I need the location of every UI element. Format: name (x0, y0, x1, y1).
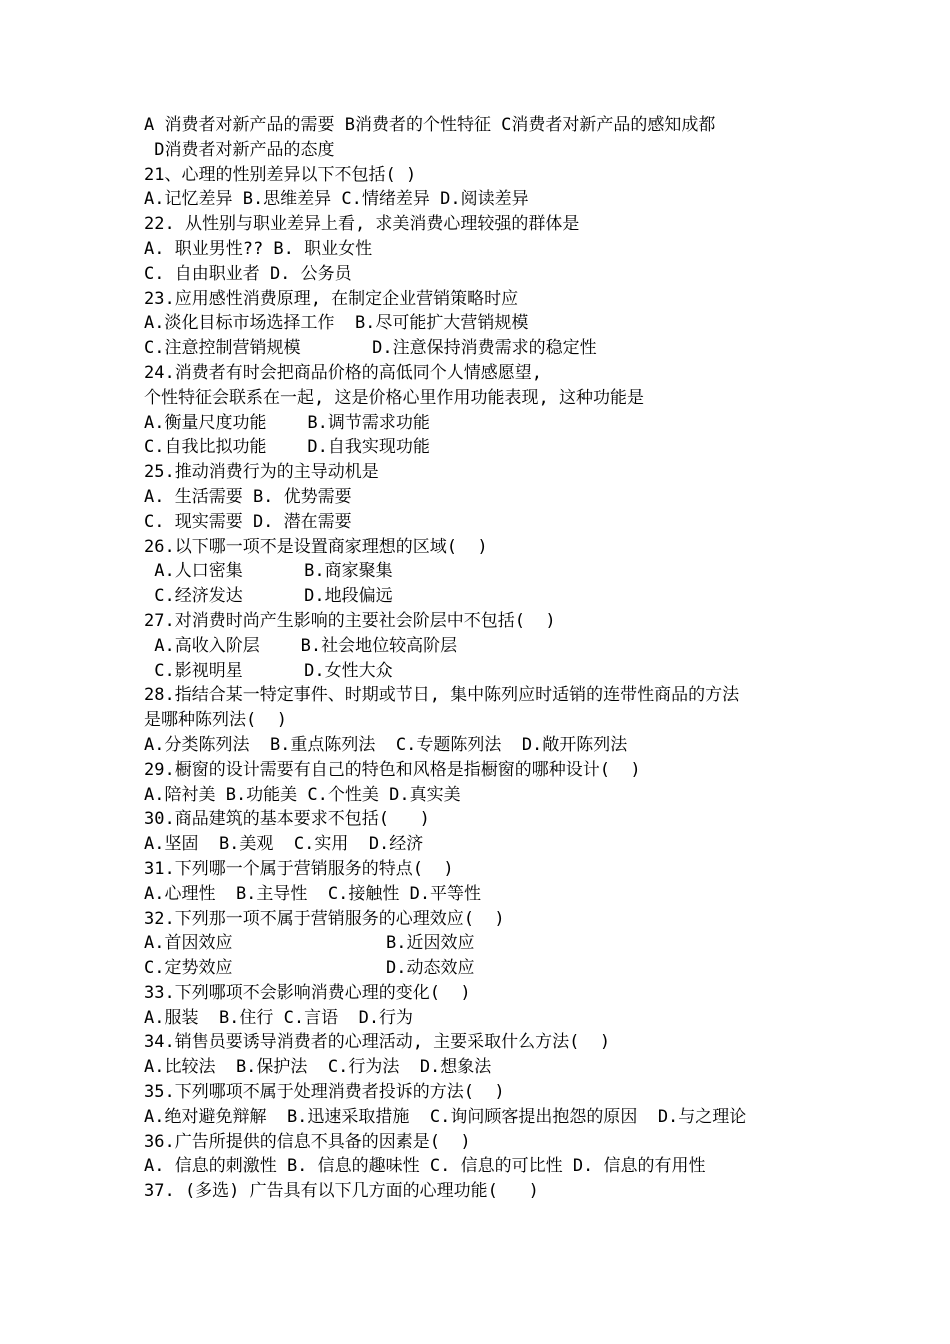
options-27: A.高收入阶层 B.社会地位较高阶层 (144, 635, 458, 656)
question-25: 25.推动消费行为的主导动机是 (144, 462, 379, 483)
question-24: 24.消费者有时会把商品价格的高低同个人情感愿望, (144, 362, 542, 383)
question-35: 35.下列哪项不属于处理消费者投诉的方法( ) (144, 1082, 505, 1103)
question-31: 31.下列哪一个属于营销服务的特点( ) (144, 858, 454, 879)
options-30: A.坚固 B.美观 C.实用 D.经济 (144, 834, 424, 855)
options-35: A.绝对避免辩解 B.迅速采取措施 C.询问顾客提出抱怨的原因 D.与之理论 (144, 1106, 747, 1127)
text-line: D消费者对新产品的态度 (144, 139, 335, 160)
text-line: A 消费者对新产品的需要 B消费者的个性特征 C消费者对新产品的感知成都 (144, 115, 716, 135)
options-22: C. 自由职业者 D. 公务员 (144, 263, 352, 284)
options-23: A.淡化目标市场选择工作 B.尽可能扩大营销规模 (144, 313, 529, 334)
options-33: A.服装 B.住行 C.言语 D.行为 (144, 1007, 414, 1028)
options-31: A.心理性 B.主导性 C.接触性 D.平等性 (144, 883, 482, 904)
question-27: 27.对消费时尚产生影响的主要社会阶层中不包括( ) (144, 610, 556, 631)
question-28: 是哪种陈列法( ) (144, 710, 287, 731)
question-21: 21、心理的性别差异以下不包括( ) (144, 164, 417, 185)
options-26: A.人口密集 B.商家聚集 (144, 561, 393, 582)
options-22: A. 职业男性?? B. 职业女性 (144, 238, 373, 259)
question-36: 36.广告所提供的信息不具备的因素是( ) (144, 1131, 471, 1152)
options-23: C.注意控制营销规模 D.注意保持消费需求的稳定性 (144, 338, 597, 359)
options-21: A.记忆差异 B.思维差异 C.情绪差异 D.阅读差异 (144, 189, 529, 210)
question-28: 28.指结合某一特定事件、时期或节日, 集中陈列应时适销的连带性商品的方法 (144, 685, 740, 706)
question-29: 29.橱窗的设计需要有自己的特色和风格是指橱窗的哪种设计( ) (144, 759, 641, 780)
question-32: 32.下列那一项不属于营销服务的心理效应( ) (144, 908, 505, 929)
question-24: 个性特征会联系在一起, 这是价格心里作用功能表现, 这种功能是 (144, 387, 644, 408)
question-23: 23.应用感性消费原理, 在制定企业营销策略时应 (144, 288, 519, 309)
options-28: A.分类陈列法 B.重点陈列法 C.专题陈列法 D.敞开陈列法 (144, 734, 628, 755)
question-34: 34.销售员要诱导消费者的心理活动, 主要采取什么方法( ) (144, 1032, 611, 1053)
options-25: A. 生活需要 B. 优势需要 (144, 486, 352, 507)
options-24: A.衡量尺度功能 B.调节需求功能 (144, 412, 430, 433)
options-32: C.定势效应 D.动态效应 (144, 958, 475, 979)
options-32: A.首因效应 B.近因效应 (144, 933, 475, 954)
options-34: A.比较法 B.保护法 C.行为法 D.想象法 (144, 1057, 492, 1078)
document-page (144, 113, 844, 1204)
question-33: 33.下列哪项不会影响消费心理的变化( ) (144, 982, 471, 1003)
options-29: A.陪衬美 B.功能美 C.个性美 D.真实美 (144, 784, 461, 805)
options-25: C. 现实需要 D. 潜在需要 (144, 511, 352, 532)
options-26: C.经济发达 D.地段偏远 (144, 586, 393, 607)
options-27: C.影视明星 D.女性大众 (144, 660, 393, 681)
question-37: 37. (多选) 广告具有以下几方面的心理功能( ) (144, 1181, 539, 1202)
question-26: 26.以下哪一项不是设置商家理想的区域( ) (144, 536, 488, 557)
options-36: A. 信息的刺激性 B. 信息的趣味性 C. 信息的可比性 D. 信息的有用性 (144, 1156, 706, 1177)
question-22: 22. 从性别与职业差异上看, 求美消费心理较强的群体是 (144, 214, 580, 235)
question-30: 30.商品建筑的基本要求不包括( ) (144, 809, 430, 830)
options-24: C.自我比拟功能 D.自我实现功能 (144, 437, 430, 458)
